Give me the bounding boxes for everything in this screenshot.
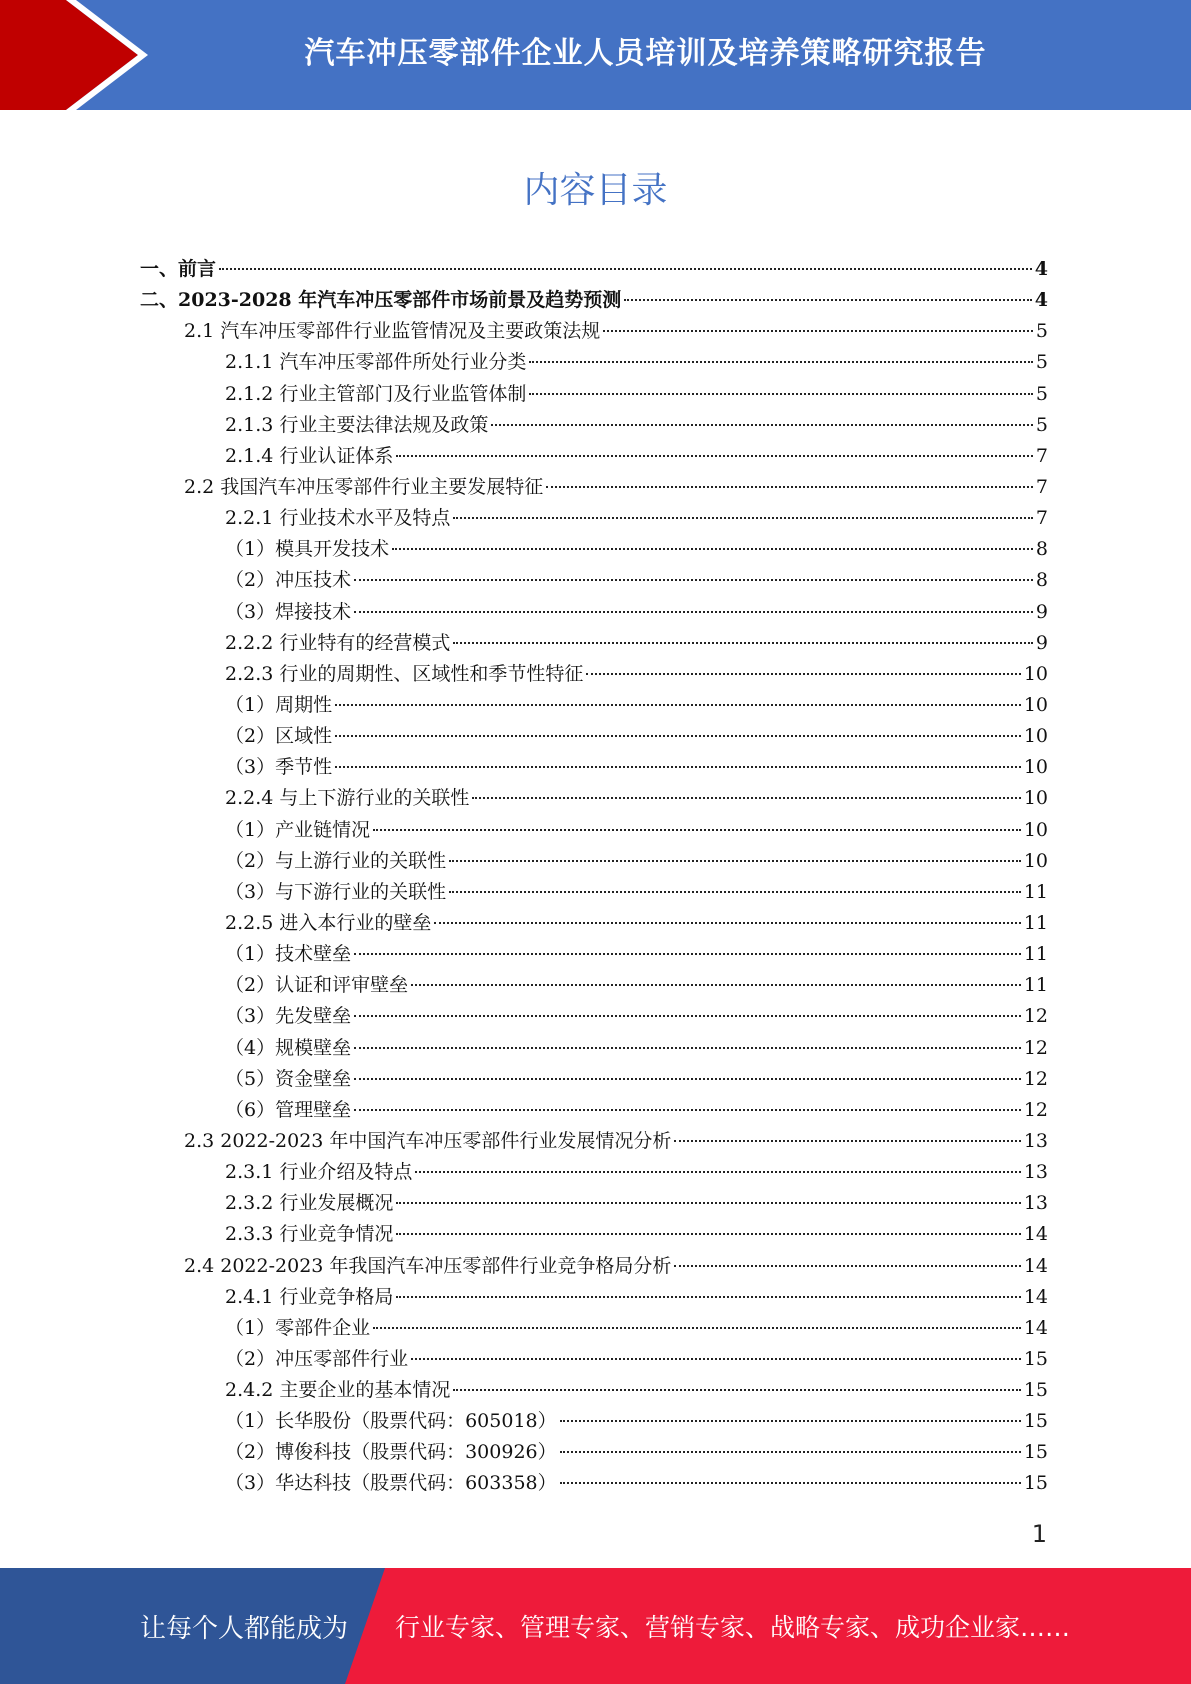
toc-entry[interactable] [140,908,1048,939]
toc-entry-title: 2.3.2 行业发展概况 [225,1192,394,1215]
toc-entry-page: 15 [1023,1472,1048,1495]
toc-entry-page: 15 [1023,1410,1048,1433]
footer-slogan-left: 让每个人都能成为 [140,1613,349,1644]
toc-entry-title: （3）季节性 [225,756,333,779]
toc-entry[interactable] [140,1126,1048,1157]
dot-leader [453,1389,1020,1391]
dot-leader [472,797,1020,799]
toc-entry-title: （1）周期性 [225,693,333,716]
dot-leader [335,735,1021,737]
toc-entry[interactable] [140,815,1048,846]
toc-entry-title: （2）冲压技术 [225,569,352,592]
toc-entry-title: 2.3.1 行业介绍及特点 [225,1161,413,1184]
toc-entry-page: 10 [1023,787,1048,810]
dot-leader [396,1202,1020,1204]
toc-entry-title: 2.2.2 行业特有的经营模式 [225,631,451,654]
toc-entry[interactable] [140,316,1048,347]
dot-leader [529,393,1033,395]
dot-leader [335,766,1021,768]
dot-leader [560,1420,1021,1422]
toc-entry-page: 10 [1023,725,1048,748]
toc-entry[interactable] [140,659,1048,690]
toc-entry-title: （1）零部件企业 [225,1316,371,1339]
toc-entry[interactable] [140,1282,1048,1313]
toc-entry[interactable] [140,877,1048,908]
toc-entry-title: 2.4 2022-2023 年我国汽车冲压零部件行业竞争格局分析 [184,1254,672,1277]
dot-leader [354,953,1021,955]
toc-entry[interactable] [140,1095,1048,1126]
toc-entry[interactable] [140,970,1048,1001]
toc-entry[interactable] [140,628,1048,659]
toc-entry[interactable] [140,254,1048,285]
toc-entry[interactable] [140,1468,1048,1499]
dot-leader [396,1233,1020,1235]
table-of-contents [140,254,1048,1500]
dot-leader [354,579,1033,581]
toc-entry[interactable] [140,534,1048,565]
toc-entry-page: 13 [1023,1161,1048,1184]
dot-leader [546,486,1033,488]
toc-entry-title: 2.1 汽车冲压零部件行业监管情况及主要政策法规 [184,320,601,343]
toc-entry[interactable] [140,1406,1048,1437]
toc-entry[interactable] [140,1188,1048,1219]
dot-leader [674,1265,1020,1267]
toc-entry-page: 8 [1035,569,1048,592]
dot-leader [491,424,1033,426]
toc-entry[interactable] [140,783,1048,814]
toc-entry-page: 7 [1035,475,1048,498]
toc-entry-title: （2）认证和评审壁垒 [225,974,409,997]
dot-leader [354,1047,1021,1049]
toc-heading: 内容目录 [523,170,668,211]
dot-leader [411,1358,1021,1360]
toc-entry-page: 12 [1023,1005,1048,1028]
toc-entry-page: 13 [1023,1129,1048,1152]
toc-entry-title: （5）资金壁垒 [225,1067,352,1090]
toc-entry-page: 4 [1034,289,1048,312]
toc-entry[interactable] [140,1437,1048,1468]
toc-entry[interactable] [140,347,1048,378]
page-number: 1 [1031,1520,1047,1548]
toc-entry[interactable] [140,503,1048,534]
dot-leader [529,361,1033,363]
toc-entry-page: 5 [1035,382,1048,405]
toc-entry-title: （3）与下游行业的关联性 [225,880,447,903]
dot-leader [396,455,1033,457]
toc-entry[interactable] [140,410,1048,441]
toc-entry-title: 二、2023-2028 年汽车冲压零部件市场前景及趋势预测 [140,289,622,312]
dot-leader [373,1327,1021,1329]
toc-entry-page: 14 [1023,1285,1048,1308]
toc-entry[interactable] [140,690,1048,721]
toc-entry-title: 一、前言 [140,258,217,280]
toc-entry-title: 2.2.3 行业的周期性、区域性和季节性特征 [225,662,584,685]
toc-entry-title: 2.3 2022-2023 年中国汽车冲压零部件行业发展情况分析 [184,1129,672,1152]
toc-entry[interactable] [140,285,1048,316]
toc-entry[interactable] [140,1064,1048,1095]
toc-entry-page: 10 [1023,818,1048,841]
toc-entry-page: 11 [1023,943,1048,966]
toc-entry-page: 10 [1023,756,1048,779]
dot-leader [392,548,1033,550]
toc-entry-title: 2.1.1 汽车冲压零部件所处行业分类 [225,351,527,374]
toc-entry[interactable] [140,846,1048,877]
toc-entry-title: （2）冲压零部件行业 [225,1347,409,1370]
toc-entry-page: 12 [1023,1036,1048,1059]
toc-entry-title: 2.1.4 行业认证体系 [225,444,394,467]
toc-entry-title: 2.2.4 与上下游行业的关联性 [225,787,470,810]
toc-entry-title: 2.1.3 行业主要法律法规及政策 [225,413,489,436]
toc-entry-title: 2.4.1 行业竞争格局 [225,1285,394,1308]
toc-entry-page: 10 [1023,662,1048,685]
toc-entry-page: 11 [1023,974,1048,997]
toc-entry-page: 4 [1034,258,1048,280]
dot-leader [449,860,1021,862]
toc-entry-page: 12 [1023,1067,1048,1090]
dot-leader [354,1015,1021,1017]
toc-entry-title: （3）华达科技（股票代码：603358） [225,1472,557,1495]
dot-leader [453,517,1033,519]
toc-entry-page: 15 [1023,1379,1048,1402]
footer-slogan-right: 行业专家、管理专家、营销专家、战略专家、成功企业家…… [395,1613,1071,1642]
toc-entry-title: 2.3.3 行业竞争情况 [225,1223,394,1246]
toc-entry-title: 2.2 我国汽车冲压零部件行业主要发展特征 [184,475,544,498]
toc-entry-page: 15 [1023,1347,1048,1370]
toc-entry-page: 15 [1023,1441,1048,1464]
toc-entry-title: （1）模具开发技术 [225,538,390,561]
toc-entry-title: （2）区域性 [225,725,333,748]
dot-leader [219,268,1032,270]
toc-entry[interactable] [140,1375,1048,1406]
toc-entry-page: 14 [1023,1316,1048,1339]
dot-leader [354,611,1033,613]
toc-entry-page: 13 [1023,1192,1048,1215]
toc-entry-page: 5 [1035,413,1048,436]
dot-leader [411,984,1021,986]
red-chevron-icon [0,0,150,110]
dot-leader [396,1296,1020,1298]
toc-entry-title: 2.2.1 行业技术水平及特点 [225,507,451,530]
toc-entry-title: （4）规模壁垒 [225,1036,352,1059]
toc-entry-title: （3）先发壁垒 [225,1005,352,1028]
dot-leader [674,1140,1020,1142]
toc-entry-page: 9 [1035,600,1048,623]
toc-entry[interactable] [140,472,1048,503]
toc-entry[interactable] [140,721,1048,752]
toc-entry[interactable] [140,379,1048,410]
toc-entry[interactable] [140,1251,1048,1282]
toc-entry-page: 7 [1035,444,1048,467]
toc-entry-title: （6）管理壁垒 [225,1098,352,1121]
toc-entry[interactable] [140,597,1048,628]
dot-leader [434,922,1020,924]
toc-entry-page: 7 [1035,507,1048,530]
toc-entry-title: （1）技术壁垒 [225,943,352,966]
toc-entry-title: （2）与上游行业的关联性 [225,849,447,872]
dot-leader [453,642,1033,644]
toc-entry-page: 8 [1035,538,1048,561]
toc-entry-page: 11 [1023,880,1048,903]
dot-leader [586,673,1020,675]
toc-entry[interactable] [140,939,1048,970]
dot-leader [415,1171,1020,1173]
toc-entry-page: 12 [1023,1098,1048,1121]
toc-entry[interactable] [140,752,1048,783]
dot-leader [560,1451,1021,1453]
report-header [0,0,1191,110]
toc-entry[interactable] [140,1344,1048,1375]
dot-leader [560,1482,1021,1484]
toc-entry-title: （1）长华股份（股票代码：605018） [225,1410,557,1433]
toc-entry-page: 14 [1023,1223,1048,1246]
dot-leader [624,299,1032,301]
report-title: 汽车冲压零部件企业人员培训及培养策略研究报告 [304,36,987,71]
dot-leader [354,1109,1021,1111]
toc-entry-title: （1）产业链情况 [225,818,371,841]
toc-entry-page: 10 [1023,849,1048,872]
toc-entry-page: 10 [1023,693,1048,716]
toc-entry[interactable] [140,1157,1048,1188]
toc-entry[interactable] [140,1001,1048,1032]
toc-entry[interactable] [140,565,1048,596]
toc-entry[interactable] [140,1033,1048,1064]
toc-entry-title: 2.4.2 主要企业的基本情况 [225,1379,451,1402]
toc-entry-title: 2.2.5 进入本行业的壁垒 [225,911,432,934]
toc-entry-title: （2）博俊科技（股票代码：300926） [225,1441,557,1464]
toc-entry-page: 9 [1035,631,1048,654]
dot-leader [335,704,1021,706]
toc-entry[interactable] [140,1219,1048,1250]
toc-entry-title: （3）焊接技术 [225,600,352,623]
dot-leader [449,891,1021,893]
dot-leader [373,829,1021,831]
dot-leader [354,1078,1021,1080]
footer-banner [0,1568,1191,1684]
toc-entry-page: 5 [1035,351,1048,374]
toc-entry-page: 5 [1035,320,1048,343]
dot-leader [603,330,1033,332]
toc-entry-page: 11 [1023,911,1048,934]
toc-entry-title: 2.1.2 行业主管部门及行业监管体制 [225,382,527,405]
toc-entry[interactable] [140,1313,1048,1344]
toc-entry-page: 14 [1023,1254,1048,1277]
toc-entry[interactable] [140,441,1048,472]
